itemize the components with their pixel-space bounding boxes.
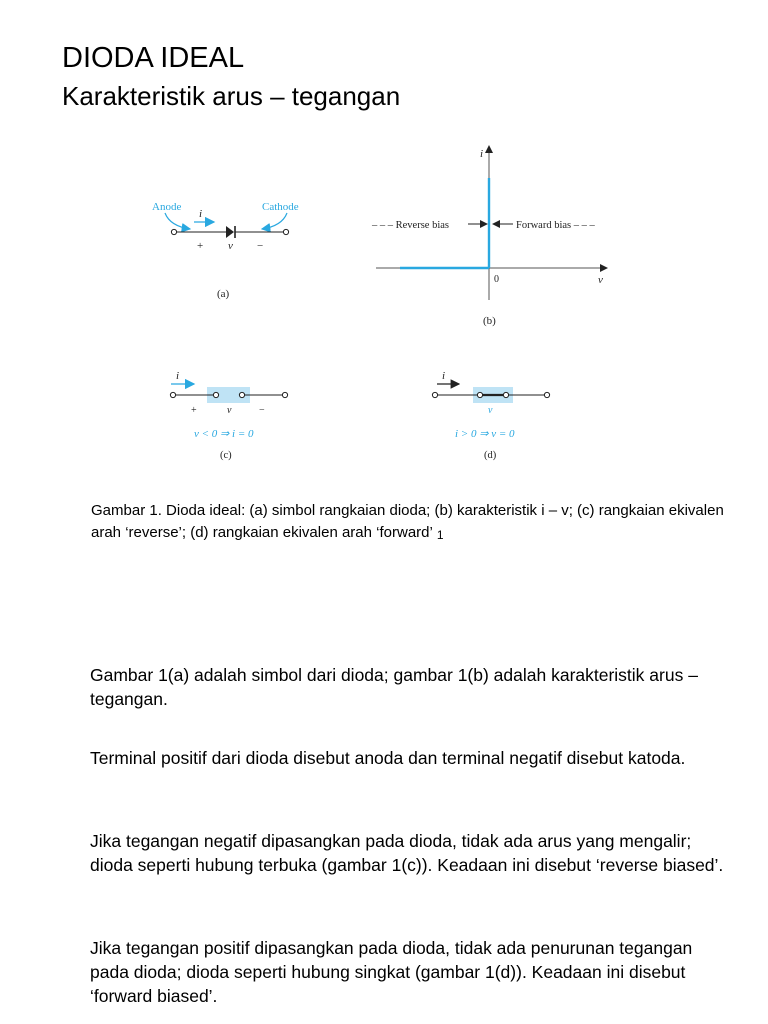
short-contact-left <box>477 392 482 397</box>
minus-sign: − <box>257 240 264 252</box>
forward-bias-label: Forward bias – – – <box>516 220 595 231</box>
panel-a <box>152 201 299 300</box>
page-subtitle: Karakteristik arus – tegangan <box>62 81 401 111</box>
panel-a-label: (a) <box>217 288 230 300</box>
short-contact-right <box>503 392 508 397</box>
diode-triangle <box>226 226 234 238</box>
voltage-v-label: v <box>228 240 233 252</box>
v-axis-label: v <box>598 274 603 286</box>
caption-text: Gambar 1. Dioda ideal: (a) simbol rangkaian dioda; (b) karakteristik i – v; (c) rangkaian ekivalen arah ‘reverse’; (d) rangkaian ekivalen arah ‘forward’ <box>91 502 724 541</box>
minus-sign: − <box>259 405 265 416</box>
origin-label: 0 <box>494 274 499 285</box>
paragraph-forward-bias: Jika tegangan positif dipasangkan pada dioda, tidak ada penurunan tegangan pada dioda; dioda seperti hubung singkat (gambar 1(d)). Keadaan ini disebut ‘forward biased’. <box>90 938 693 1006</box>
panel-d-label: (d) <box>484 450 497 461</box>
voltage-v-label: v <box>227 405 232 416</box>
reverse-condition: v < 0 ⇒ i = 0 <box>194 428 254 440</box>
paragraph-reverse-bias: Jika tegangan negatif dipasangkan pada dioda, tidak ada arus yang mengalir; dioda seperti hubung terbuka (gambar 1(c)). Keadaan ini disebut ‘reverse biased’. <box>90 831 724 875</box>
voltage-v-label: v <box>488 405 493 416</box>
panel-b <box>371 146 607 327</box>
terminal-right <box>283 229 288 234</box>
terminal-right <box>544 392 549 397</box>
reverse-bias-label: – – – Reverse bias <box>372 220 449 231</box>
paragraph-terminals: Terminal positif dari dioda disebut anoda dan terminal negatif disebut katoda. <box>90 748 686 768</box>
open-contact-right <box>239 392 244 397</box>
panel-c-label: (c) <box>220 450 232 461</box>
terminal-left <box>432 392 437 397</box>
page-title: DIODA IDEAL <box>62 42 245 74</box>
terminal-right <box>282 392 287 397</box>
terminal-left <box>171 229 176 234</box>
i-axis-label: i <box>480 148 484 160</box>
panel-c <box>170 370 287 461</box>
paragraph-figure-description: Gambar 1(a) adalah simbol dari dioda; gambar 1(b) adalah karakteristik arus – tegangan. <box>90 665 698 709</box>
page-number: 1 <box>436 528 444 542</box>
plus-sign: + <box>191 405 197 416</box>
diode-figure <box>0 0 768 480</box>
anode-arrow <box>165 213 190 229</box>
forward-condition: i > 0 ⇒ v = 0 <box>455 428 515 440</box>
plus-sign: + <box>197 240 204 252</box>
open-contact-left <box>213 392 218 397</box>
anode-label: Anode <box>152 201 182 213</box>
cathode-arrow <box>262 213 287 229</box>
terminal-left <box>170 392 175 397</box>
figure-caption <box>91 500 731 546</box>
cathode-label: Cathode <box>262 201 299 213</box>
panel-d <box>432 370 549 461</box>
panel-b-label: (b) <box>483 315 496 327</box>
current-i-label: i <box>199 208 203 220</box>
current-i-label: i <box>442 370 446 382</box>
current-i-label: i <box>176 370 180 382</box>
